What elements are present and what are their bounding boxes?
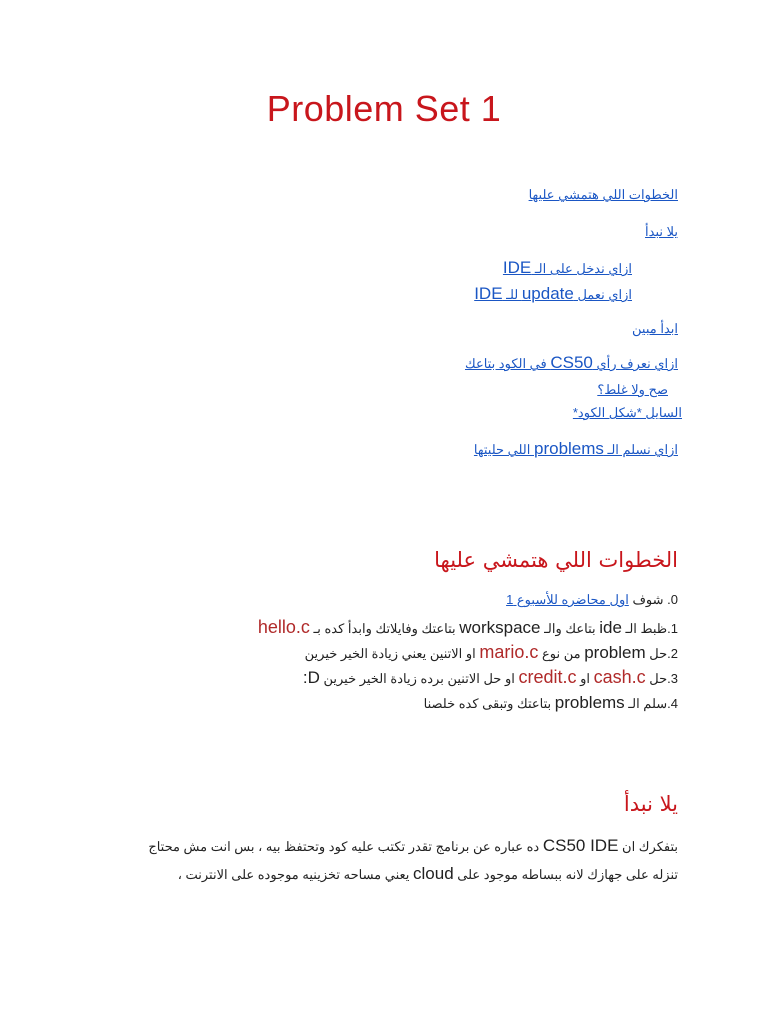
paragraph-text: CS50 IDE: [542, 836, 619, 855]
paragraph-line-1: [148, 836, 678, 856]
toc-link-start-now[interactable]: ابدأ مبين: [632, 321, 678, 336]
step-item-2: [305, 642, 678, 663]
toc-link-cs50-check[interactable]: [465, 353, 678, 373]
paragraph-text: cloud: [413, 864, 454, 883]
step-text: حل: [645, 671, 668, 686]
step-item-0: [506, 592, 678, 608]
toc-link-lets-start[interactable]: يلا نبدأ: [645, 224, 678, 239]
paragraph-text: ده عباره عن برنامج تقدر تكتب عليه كود وتحتفظ بيه ، بس انت مش محتاج: [148, 839, 543, 854]
step-number: 4.: [667, 696, 678, 711]
step-text: ide: [599, 618, 622, 637]
step-number: 0.: [667, 592, 678, 607]
toc-link-submit[interactable]: [474, 439, 678, 459]
paragraph-text: يعني مساحه تخزينيه موجوده على الانترنت ،: [177, 867, 414, 882]
step-text: بتاعك والـ: [540, 621, 600, 636]
toc-text: IDE: [474, 284, 503, 303]
toc-text: للـ: [502, 287, 522, 302]
toc-link-ide-login[interactable]: [503, 258, 632, 278]
step-text: من نوع: [538, 646, 585, 661]
toc-text: في الكود بتاعك: [464, 356, 551, 371]
step-text: حل: [645, 646, 668, 661]
step-item-4: [424, 693, 678, 713]
step-text: او حل الاتنين برده زيادة الخير خيرين: [319, 671, 519, 686]
toc-text: IDE: [502, 258, 532, 277]
step-text: ظبط الـ: [621, 621, 668, 636]
toc-link-style[interactable]: السايل *شكل الكود*: [572, 405, 682, 420]
code-filename: mario.c: [479, 642, 539, 662]
code-filename: credit.c: [518, 667, 577, 687]
step-text: workspace: [459, 618, 541, 637]
paragraph-text: تنزله على جهازك لانه ببساطه موجود على: [453, 867, 678, 882]
section-heading-lets-start: يلا نبدأ: [623, 792, 678, 816]
toc-text: problems: [534, 439, 604, 458]
step-item-3: [303, 667, 678, 688]
paragraph-text: بتفكرك ان: [618, 839, 678, 854]
step-text: problem: [584, 643, 646, 662]
step-text: D:: [302, 668, 320, 687]
step-text: بتاعتك وتبقى كده خلصنا: [423, 696, 555, 711]
toc-text: اللي حليتها: [473, 442, 534, 457]
lecture-link[interactable]: اول محاضره للأسبوع 1: [506, 592, 629, 607]
toc-text: update: [521, 284, 574, 303]
document-title: Problem Set 1: [266, 88, 502, 129]
step-text: او الاتنين يعني زيادة الخير خيرين: [304, 646, 480, 661]
code-filename: hello.c: [257, 617, 310, 637]
code-filename: cash.c: [593, 667, 646, 687]
step-number: 3.: [667, 671, 678, 686]
toc-link-ide-update[interactable]: [474, 284, 632, 304]
toc-text: ازاي نعمل: [573, 287, 632, 302]
toc-text: ازاي نعرف رأي: [592, 356, 678, 371]
toc-text: ازاي ندخل على الـ: [531, 261, 632, 276]
step-text: او: [576, 671, 594, 686]
paragraph-line-2: [178, 864, 678, 884]
step-text: problems: [554, 693, 625, 712]
step-text: بتاعتك وفايلاتك وابدأ كده بـ: [309, 621, 460, 636]
toc-link-right-wrong[interactable]: صح ولا غلط؟: [597, 382, 668, 397]
toc-text: ازاي نسلم الـ: [603, 442, 678, 457]
step-text: شوف: [628, 592, 668, 607]
step-number: 2.: [667, 646, 678, 661]
section-heading-steps: الخطوات اللي هتمشي عليها: [434, 548, 678, 572]
step-number: 1.: [667, 621, 678, 636]
step-item-1: [258, 617, 678, 638]
toc-link-steps[interactable]: الخطوات اللي هتمشي عليها: [528, 187, 678, 202]
step-text: سلم الـ: [624, 696, 668, 711]
toc-text: CS50: [550, 353, 593, 372]
